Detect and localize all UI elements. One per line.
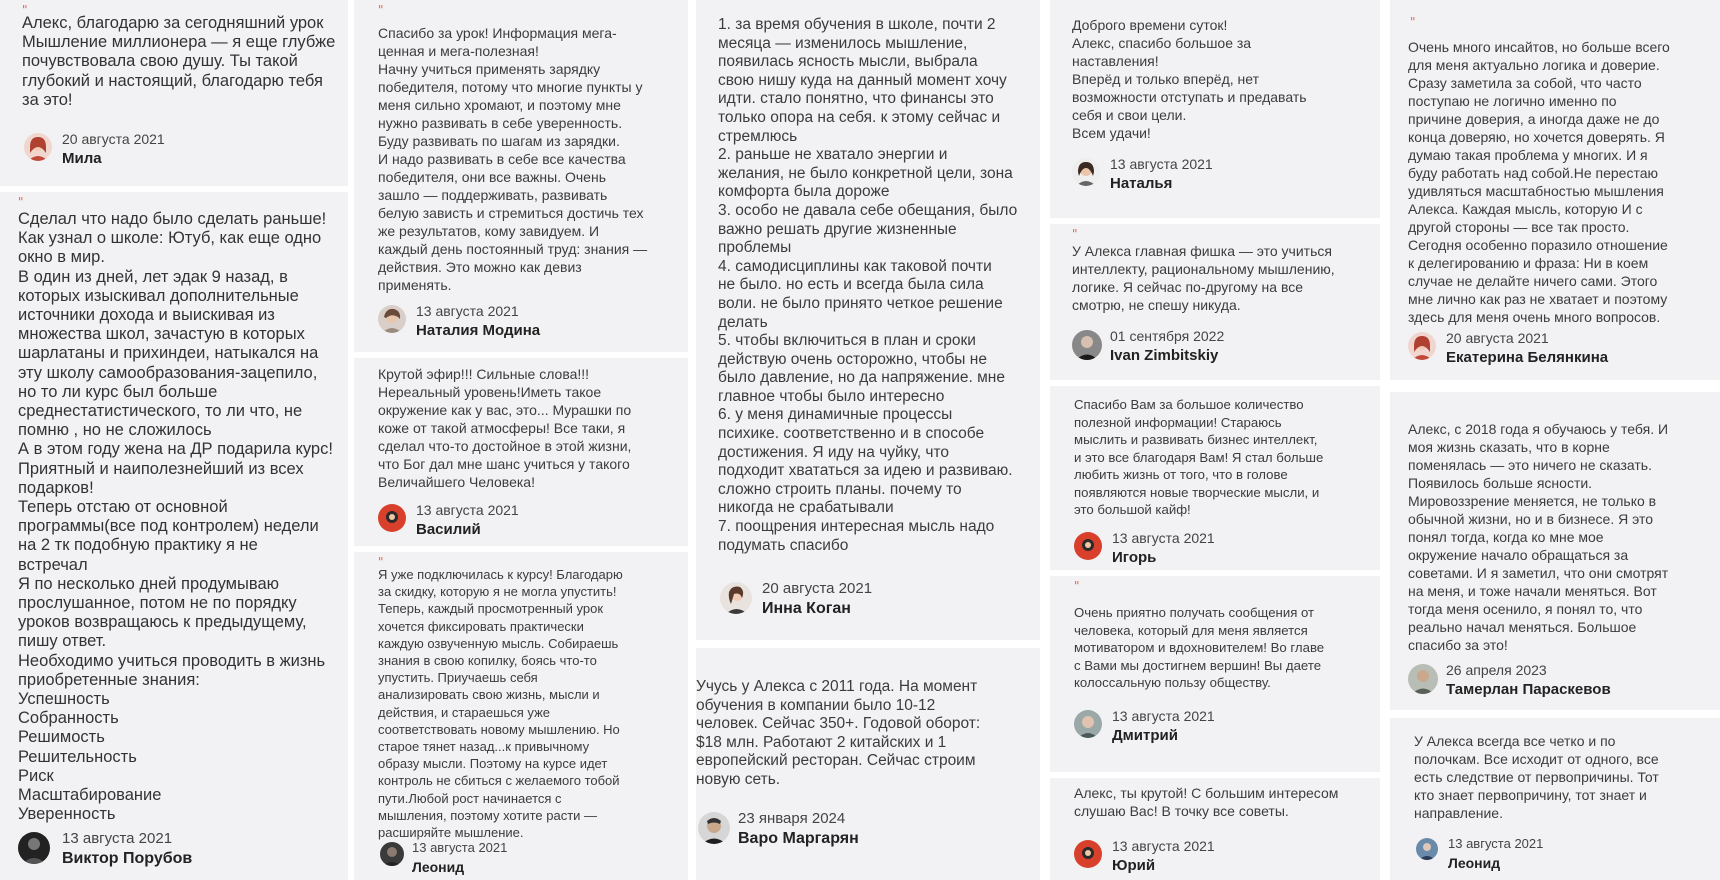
avatar [24, 133, 52, 161]
review-author [1074, 532, 1374, 568]
review-date: 13 августа 2021 [1448, 836, 1544, 851]
author-name: Мила [62, 150, 102, 167]
avatar [378, 305, 406, 333]
review-date: 23 января 2024 [738, 810, 846, 827]
review-card [0, 192, 348, 880]
review-author [1074, 840, 1374, 876]
review-date: 20 августа 2021 [1446, 330, 1549, 346]
review-card [1050, 224, 1380, 380]
review-date: 13 августа 2021 [1110, 156, 1213, 172]
review-date: 20 августа 2021 [762, 580, 873, 597]
avatar [378, 504, 406, 532]
review-author [378, 305, 678, 341]
avatar [1072, 158, 1100, 186]
review-text: Алекс, с 2018 года я обучаюсь у тебя. И моя жизнь сказать, что в корне поменялась — это ничего не сказать. Появилось больше ясности. Мировоззрение меняется, не только в обычной жизни, но и в бизнесе. Я это понял тогда, когда ко мне мое окружение начало обращаться за советами. И я заметил, что они смотрят на меня, и тоже начали меняться. Вот тогда меня осенило, я понял то, что реально начал меняться. Большое спасибо за это! [1408, 421, 1669, 653]
avatar [1074, 840, 1102, 868]
quote-mark-icon: " [18, 195, 24, 209]
review-author [24, 133, 324, 169]
review-date: 20 августа 2021 [62, 131, 165, 147]
review-card [354, 552, 688, 880]
review-author [380, 842, 680, 878]
author-name: Ivan Zimbitskiy [1110, 347, 1219, 364]
review-date: 13 августа 2021 [416, 502, 519, 518]
quote-mark-icon: " [378, 3, 384, 17]
author-name: Леонид [412, 859, 465, 875]
review-text: Крутой эфир!!! Сильные слова!!! Нереальный уровень!Иметь такое окружение как у вас, это... Мурашки по коже от такой атмосферы! Все таки, я сделал что-то достойное в этой жизни, что Бог дал мне шанс учиться у такого Величайшего Человека! [378, 366, 632, 490]
avatar [18, 832, 50, 864]
review-card [1050, 778, 1380, 880]
review-text: Очень много инсайтов, но больше всего для меня актуально логика и доверие. Сразу заметила за собой, что часто поступаю не логично именно по причине доверия, а иногда даже не до конца доверяю, но хочется доверять. Я думаю такая проблема у многих. И я буду работать над собой.Не перестаю удивляться масштабностью мышления Алекса. Каждая мысль, которую И с другой стороны — все так просто. Сегодня особенно поразило отношение к делегированию и фраза: Ни в коем случае не делайте ничего сами. Этого мне лично как раз не хватает и поэтому здесь для меня очень много вопросов. [1408, 39, 1670, 325]
author-name: Тамерлан Параскевов [1446, 681, 1611, 698]
review-date: 13 августа 2021 [1112, 708, 1215, 724]
avatar [698, 812, 730, 844]
review-text: Учусь у Алекса с 2011 года. На момент обучения в компании было 10-12 человек. Сейчас 350+. Годовой оборот: $18 млн. Работают 2 китайских и 1 европейский ресторан. Сейчас строим новую сеть. [696, 678, 981, 788]
quote-mark-icon: " [22, 3, 28, 17]
author-name: Наталия Модина [416, 322, 541, 339]
review-date: 13 августа 2021 [412, 840, 508, 855]
author-name: Леонид [1448, 855, 1501, 871]
author-name: Наталья [1110, 175, 1173, 192]
review-card [0, 0, 348, 186]
review-date: 01 сентября 2022 [1110, 328, 1225, 344]
author-name: Юрий [1112, 857, 1156, 874]
avatar [380, 842, 404, 866]
author-name: Инна Коган [762, 600, 851, 617]
review-author [1074, 710, 1374, 746]
quote-mark-icon: " [1072, 227, 1078, 241]
review-text: Алекс, благодарю за сегодняшний урок Мышление миллионера — я еще глубже почувствовала свою душу. Ты такой глубокий и настоящий, благодарю тебя за это! [22, 14, 336, 109]
review-author [720, 582, 1020, 618]
author-name: Василий [416, 521, 481, 538]
review-text: Алекс, ты крутой! С большим интересом слушаю Вас! В точку все советы. [1074, 785, 1339, 819]
review-text: Спасибо за урок! Информация мега- ценная и мега-полезная! Начну учиться применять зарядку победителя, потому что многие пункты у меня сильно хромают, и поэтому мне нужно развивать в себе уверенность. Буду развивать по шагам из зарядки. И надо развивать в себе все качества победителя, они все важны. Очень зашло — поддерживать, развивать белую зависть и стремиться достичь тех же результатов, кому завидуем. И каждый день постоянный труд: знания — действия. Это можно как девиз применять. [378, 25, 648, 293]
review-author [1416, 838, 1716, 874]
review-date: 13 августа 2021 [1112, 530, 1215, 546]
author-name: Дмитрий [1112, 727, 1178, 744]
review-text: Сделал что надо было сделать раньше! Как узнал о школе: Ютуб, как еще одно окно в мир. В один из дней, лет эдак 9 назад, в которых изыскивал дополнительные источники дохода и выискивая из множества школ, зачастую в которых шарлатаны и прихиндеи, натыкался на эту школу самообразования-зацепило, но то ли курс был больше среднестатистического, то ли что, не помню , но не сложилось А в этом году жена на ДР подарила курс! Приятный и наиполезнейший из всех подарков! Теперь отстаю от основной программы(все под контролем) недели на 2 тк подобную практику я не встречал Я по несколько дней продумываю прослушанное, потом не по порядку уроков возвращаюсь к предыдущему, пишу ответ. Необходимо учиться проводить в жизнь приобретенные знания: Успешность Собранность Решимость Решительность Риск Масштабирование Уверенность [18, 210, 333, 824]
review-author [378, 504, 678, 540]
review-text: Доброго времени суток! Алекс, спасибо большое за наставления! Вперёд и только вперёд, нет возможности отступать и предавать себя и свои цели. Всем удачи! [1072, 17, 1307, 141]
review-card [354, 0, 688, 352]
review-card [1390, 718, 1720, 880]
avatar [1072, 330, 1102, 360]
review-author [698, 812, 998, 848]
quote-mark-icon: " [1410, 15, 1416, 29]
review-card [1390, 0, 1720, 380]
review-date: 13 августа 2021 [416, 303, 519, 319]
avatar [1074, 532, 1102, 560]
review-card [1050, 386, 1380, 570]
review-author [1072, 158, 1372, 194]
review-text: Очень приятно получать сообщения от человека, который для меня является мотиватором и вдохновителем! Во главе с Вами мы достигнем вершин! Вы даете колоссальную пользу обществу. [1074, 605, 1325, 690]
author-name: Игорь [1112, 549, 1157, 566]
avatar [1074, 710, 1102, 738]
review-author [1408, 332, 1708, 368]
author-name: Варо Маргарян [738, 830, 859, 847]
review-author [18, 832, 318, 868]
avatar [1408, 664, 1438, 694]
review-card [696, 0, 1040, 640]
review-text: Спасибо Вам за большое количество полезной информации! Стараюсь мыслить и развивать бизнес интеллект, и это все благодаря Вам! Я стал больше любить жизнь от того, что в голове появляются новые творческие мысли, и это большой кайф! [1074, 397, 1324, 517]
avatar [1408, 332, 1436, 360]
review-card [354, 358, 688, 546]
quote-mark-icon: " [1074, 579, 1080, 593]
review-card [1050, 576, 1380, 772]
author-name: Екатерина Белянкина [1446, 349, 1609, 366]
review-text: 1. за время обучения в школе, почти 2 месяца — изменилось мышление, появилась ясность мысли, выбрала свою нишу куда на данный момент хочу идти. стало понятно, что финансы это только опора на себя. к этому сейчас и стремлюсь 2. раньше не хватало энергии и желания, не было конкретной цели, зона комфорта была дороже 3. особо не давала себе обещания, было важно решать другие жизненные проблемы 4. самодисциплины как таковой почти не было. но есть и всегда была сила воли. не было принято четкое решение делать 5. чтобы включиться в план и сроки действую очень осторожно, чтобы не было давление, но да напряжение. мне главное чтобы было интересно 6. у меня динамичные процессы психике. соответственно и в способе достижения. Я иду на чуйку, что подходит хвататься за идею и развиваю. сложно строить планы. почему то никогда не срабатывали 7. поощрения интересная мысль надо подумать спасибо [718, 16, 1018, 554]
review-date: 26 апреля 2023 [1446, 662, 1547, 678]
author-name: Виктор Порубов [62, 850, 193, 867]
review-text: У Алекса всегда все четко и по полочкам. Все исходит от одного, все есть следствие от первопричины. Тот кто знает первопричину, тот знает и направление. [1414, 733, 1659, 821]
review-card [1390, 392, 1720, 710]
quote-mark-icon: " [378, 555, 384, 569]
review-date: 13 августа 2021 [1112, 838, 1215, 854]
avatar [720, 582, 752, 614]
review-date: 13 августа 2021 [62, 830, 173, 847]
review-text: У Алекса главная фишка — это учиться интеллекту, рациональному мышлению, логике. Я сейчас по-другому на все смотрю, не спешу никуда. [1072, 243, 1335, 313]
review-card [1050, 0, 1380, 218]
review-text: Я уже подключилась к курсу! Благодарю за скидку, которую я не могла упустить! Теперь, каждый просмотренный урок хочется фиксировать практически каждую озвученную мысль. Собираешь знания в свою копилку, боясь что-то упустить. Приучаешь себя анализировать свою жизнь, мысли и действия, и стараешься уже соответствовать новому мышлению. Но старое тянет назад...к привычному образу мысли. Поэтому на курсе идет контроль не сбиться с желаемого тобой пути.Любой рост начинается с мышления, поэтому хотите расти — расширяйте мышление. [378, 567, 623, 841]
review-author [1072, 330, 1372, 366]
review-card [696, 648, 1040, 880]
review-author [1408, 664, 1708, 700]
avatar [1416, 838, 1438, 860]
